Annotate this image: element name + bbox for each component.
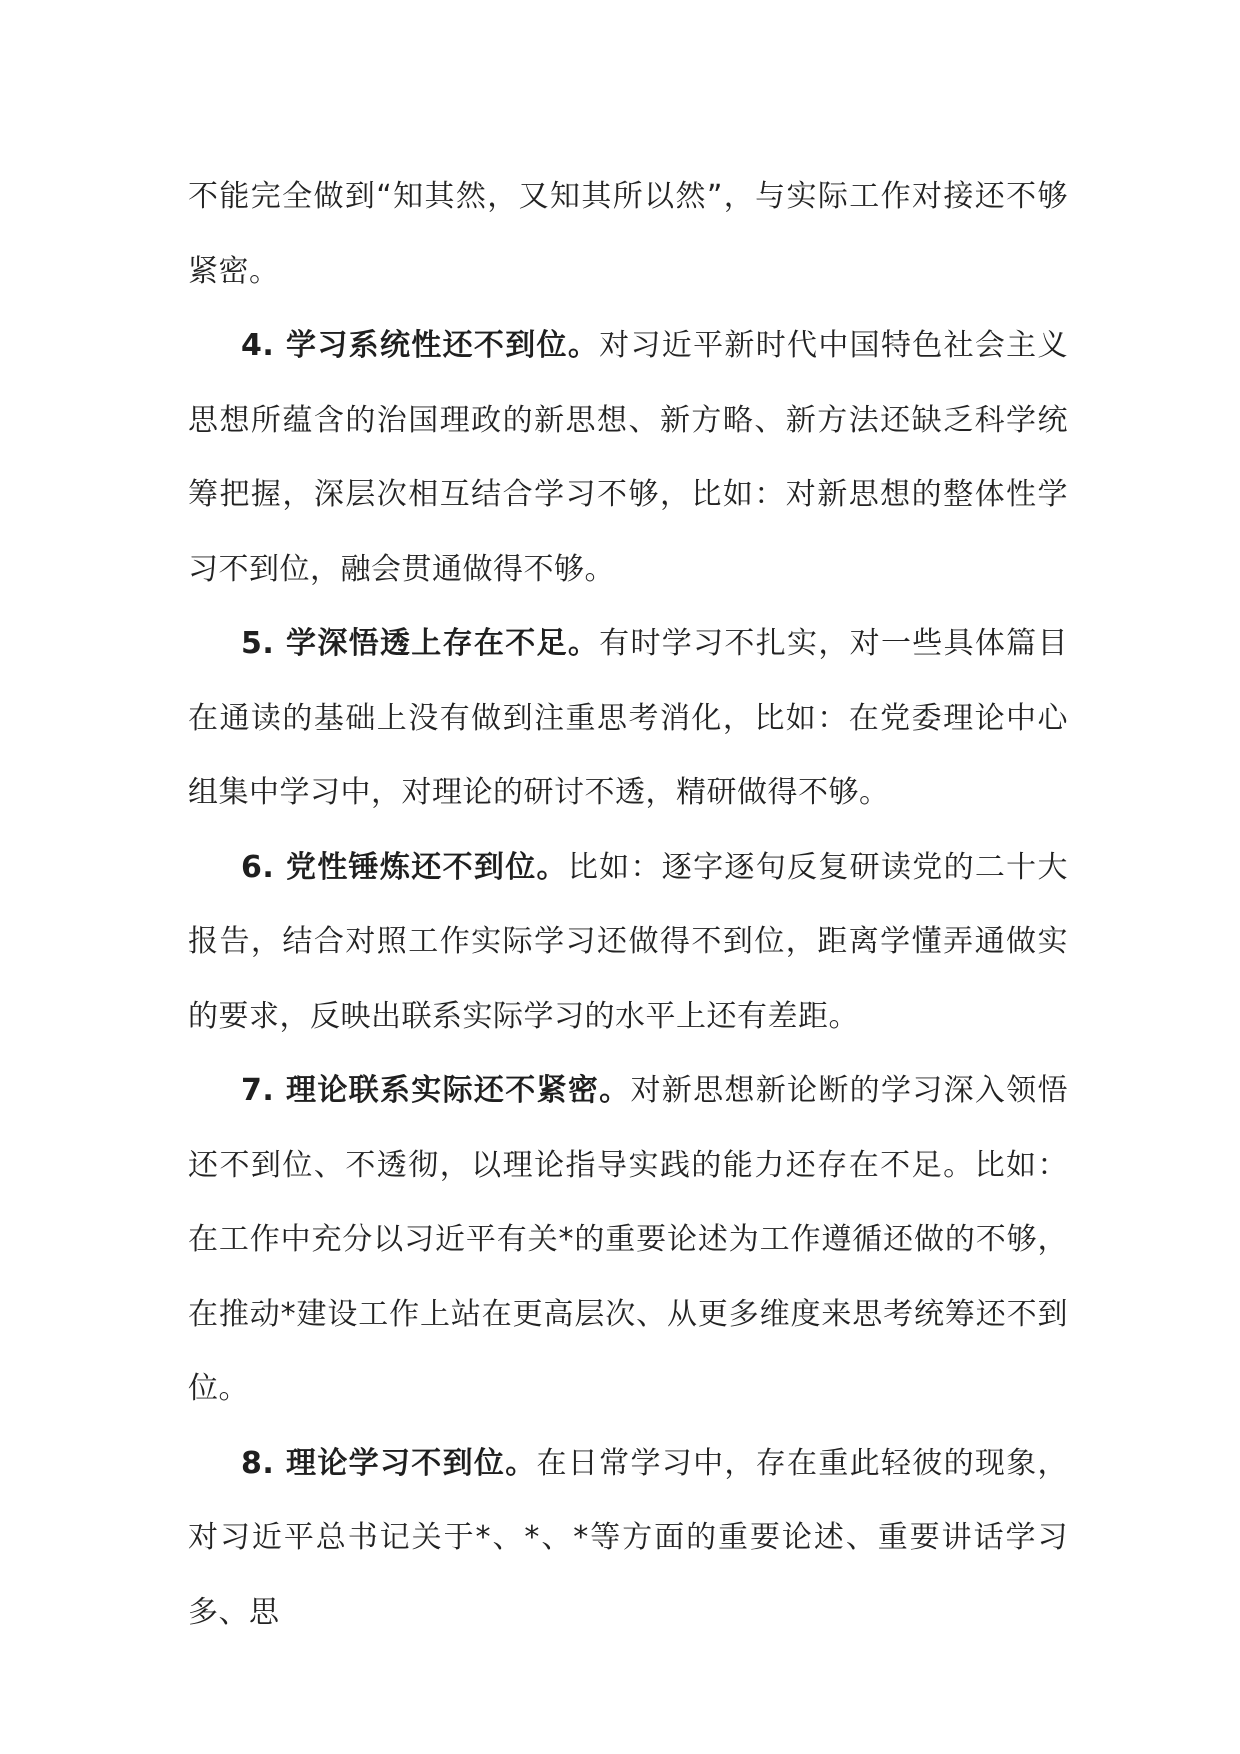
paragraph-heading: 7. 理论联系实际还不紧密。 — [241, 1073, 631, 1108]
document-body — [188, 160, 1068, 1650]
paragraph-heading: 5. 学深悟透上存在不足。 — [241, 626, 600, 661]
paragraph-heading: 6. 党性锤炼还不到位。 — [241, 849, 568, 885]
paragraph-item-7 — [188, 1054, 1068, 1427]
paragraph-item-8 — [188, 1427, 1068, 1651]
paragraph-item-4 — [188, 309, 1068, 607]
paragraph-continuation — [188, 160, 1068, 309]
paragraph-text: 不能完全做到“知其然，又知其所以然”，与实际工作对接还不够紧密。 — [188, 179, 1068, 289]
paragraph-heading: 4. 学习系统性还不到位。 — [241, 328, 600, 363]
paragraph-heading: 8. 理论学习不到位。 — [241, 1445, 537, 1481]
paragraph-text: 对新思想新论断的学习深入领悟还不到位、不透彻，以理论指导实践的能力还存在不足。比如：在工作中充分以习近平有关*的重要论述为工作遵循还做的不够，在推动*建设工作上站在更高层次、从更多维度来思考统筹还不到位。 — [188, 1073, 1068, 1406]
paragraph-text: 比如：逐字逐句反复研读党的二十大报告，结合对照工作实际学习还做得不到位，距离学懂弄通做实的要求，反映出联系实际学习的水平上还有差距。 — [188, 849, 1068, 1034]
paragraph-text: 在日常学习中，存在重此轻彼的现象，对习近平总书记关于*、*、*等方面的重要论述、重要讲话学习多、思 — [188, 1445, 1069, 1630]
paragraph-item-5 — [188, 607, 1068, 831]
paragraph-text: 对习近平新时代中国特色社会主义思想所蕴含的治国理政的新思想、新方略、新方法还缺乏科学统筹把握，深层次相互结合学习不够，比如：对新思想的整体性学习不到位，融会贯通做得不够。 — [188, 328, 1068, 587]
paragraph-item-6 — [188, 831, 1068, 1055]
paragraph-text: 有时学习不扎实，对一些具体篇目在通读的基础上没有做到注重思考消化，比如：在党委理论中心组集中学习中，对理论的研讨不透，精研做得不够。 — [188, 626, 1068, 810]
